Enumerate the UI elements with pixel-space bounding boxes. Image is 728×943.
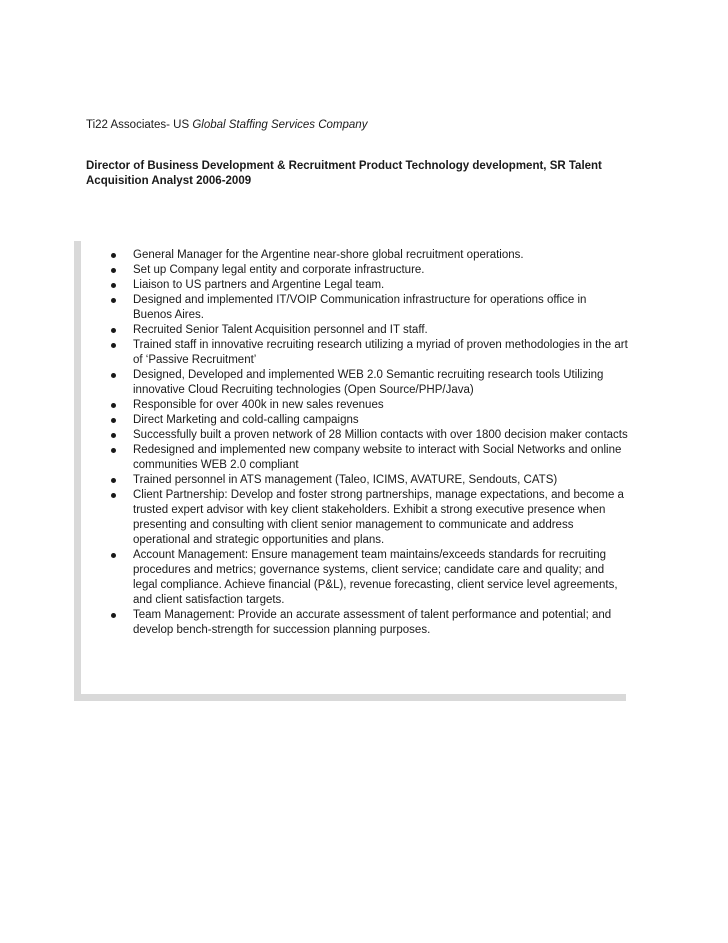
list-item [108,428,628,443]
list-item [108,323,628,338]
list-item [108,473,628,488]
list-item [108,443,628,473]
list-item-text: Designed, Developed and implemented WEB 2.0 Semantic recruiting research tools Utilizing innovative Cloud Recruiting technologies (Open Source/PHP/Java) [133,369,604,396]
bullet-icon [111,298,116,303]
bullet-icon [111,478,116,483]
responsibilities-list [108,248,628,638]
bullet-icon [111,493,116,498]
list-item-text: Team Management: Provide an accurate assessment of talent performance and potential; and develop bench-strength for succession planning purposes. [133,609,612,636]
list-item-text: Client Partnership: Develop and foster strong partnerships, manage expectations, and become a trusted expert advisor with key client stakeholders. Exhibit a strong executive presence when presenting and consulting with client senior management to communicate and address operational and strategic opportunities and plans. [133,489,624,546]
job-title: Director of Business Development & Recruitment Product Technology development, SR Talent Acquisition Analyst 2006-2009 [86,160,602,187]
list-item-text: Trained personnel in ATS management (Taleo, ICIMS, AVATURE, Sendouts, CATS) [133,474,558,486]
list-item-text: Designed and implemented IT/VOIP Communication infrastructure for operations office in Buenos Aires. [133,294,587,321]
list-item-text: Set up Company legal entity and corporate infrastructure. [133,264,425,276]
list-item-text: Recruited Senior Talent Acquisition personnel and IT staff. [133,324,428,336]
company-name: Ti22 Associates- US [86,119,193,131]
bullet-icon [111,613,116,618]
list-item [108,413,628,428]
list-item [108,278,628,293]
bullet-icon [111,253,116,258]
list-item [108,248,628,263]
list-item [108,293,628,323]
list-item [108,368,628,398]
bullet-icon [111,268,116,273]
list-item [108,488,628,548]
bullet-icon [111,418,116,423]
bullet-icon [111,373,116,378]
bullet-icon [111,343,116,348]
bullet-icon [111,553,116,558]
list-item-text: Redesigned and implemented new company website to interact with Social Networks and online communities WEB 2.0 compliant [133,444,622,471]
list-item-text: Trained staff in innovative recruiting research utilizing a myriad of proven methodologies in the art of ‘Passive Recruitment’ [133,339,628,366]
list-item-text: Liaison to US partners and Argentine Legal team. [133,279,385,291]
list-item-text: General Manager for the Argentine near-shore global recruitment operations. [133,249,524,261]
bullet-icon [111,283,116,288]
list-item-text: Account Management: Ensure management team maintains/exceeds standards for recruiting procedures and metrics; governance systems, client service; candidate care and quality; and legal compliance. Achieve financial (P&L), revenue forecasting, client service level agreements, and client satisfaction targets. [133,549,618,606]
list-item-text: Successfully built a proven network of 28 Million contacts with over 1800 decision maker contacts [133,429,628,441]
list-item [108,263,628,278]
bullet-icon [111,403,116,408]
list-item-text: Direct Marketing and cold-calling campaigns [133,414,359,426]
list-item-text: Responsible for over 400k in new sales revenues [133,399,384,411]
bullet-icon [111,448,116,453]
bullet-icon [111,328,116,333]
company-line [86,118,367,133]
list-item [108,398,628,413]
list-item [108,608,628,638]
company-description: Global Staffing Services Company [192,119,368,131]
bullet-icon [111,433,116,438]
list-item [108,548,628,608]
list-item [108,338,628,368]
